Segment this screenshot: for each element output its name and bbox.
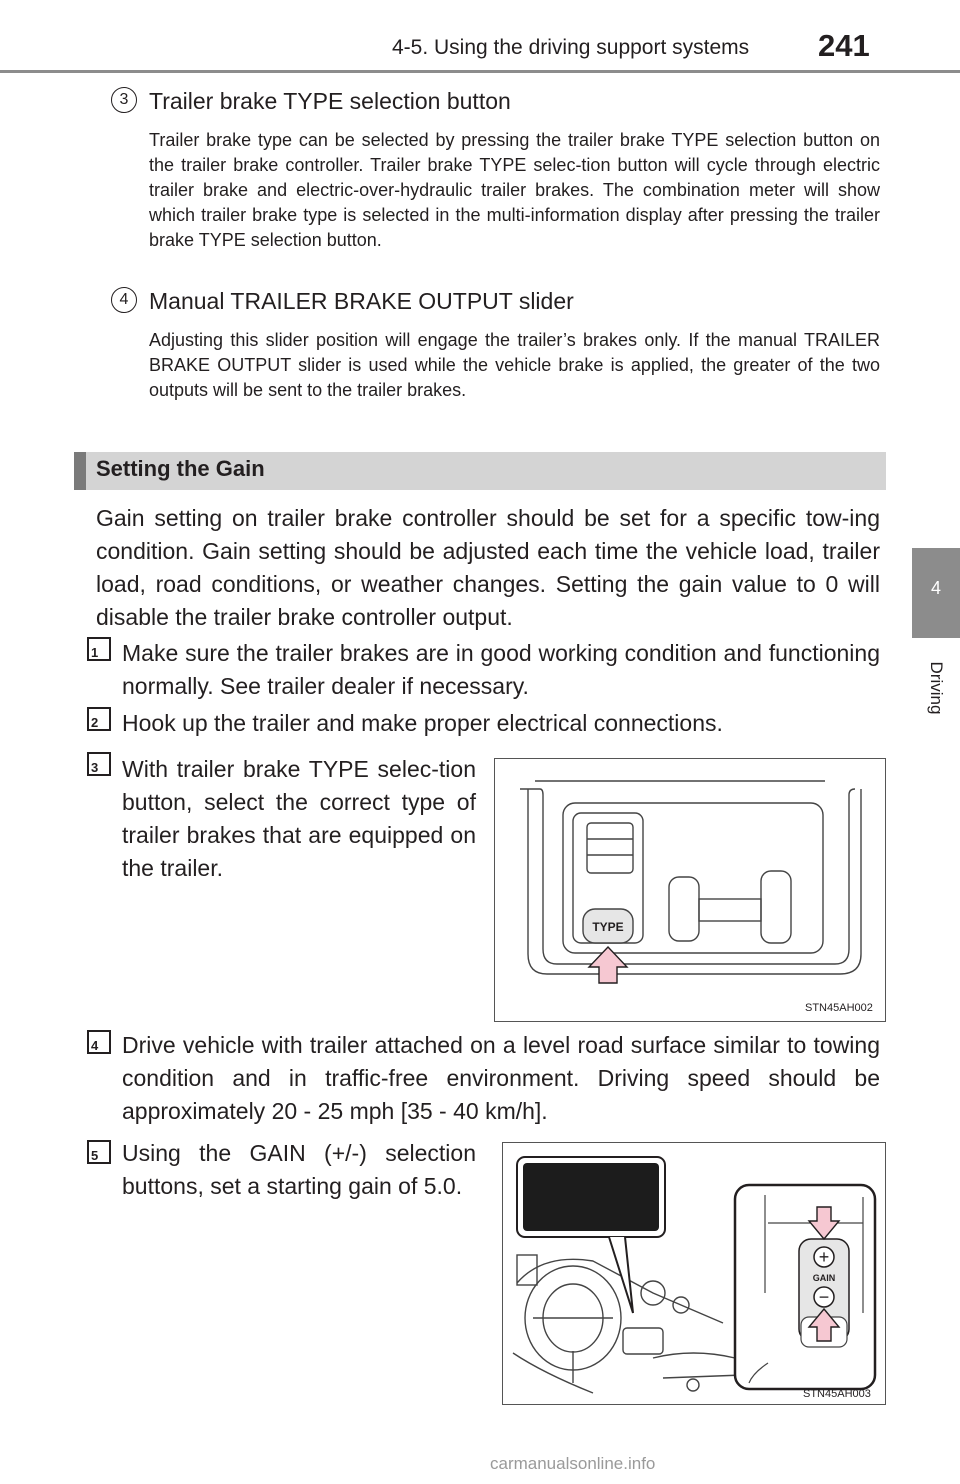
step-text-2: Hook up the trailer and make proper electrical connections.: [122, 710, 723, 736]
type-button-label: TYPE: [592, 920, 624, 934]
gain-plus-label: +: [818, 1247, 830, 1267]
chapter-tab-number: 4: [930, 578, 941, 598]
running-header: 4-5. Using the driving support systems: [392, 36, 750, 59]
item-title-output-slider: Manual TRAILER BRAKE OUTPUT slider: [149, 288, 574, 314]
header-rule: [0, 70, 960, 73]
figure-gain-buttons: [502, 1142, 886, 1405]
gain-label: GAIN: [812, 1273, 836, 1283]
figure-code-1: STN45AH002: [805, 1002, 873, 1014]
gain-minus-label: −: [818, 1287, 830, 1307]
step-text-1: Make sure the trailer brakes are in good working condition and functioning normally. See trailer dealer if necessary.: [122, 640, 880, 699]
step-number-5: 5: [87, 1140, 111, 1164]
item-text-type-button: Trailer brake type can be selected by pressing the trailer brake TYPE selection button on the trailer brake controller. Trailer brake TYPE selec-tion button will cycle through electric trailer brake and electric-over-hydraulic trailer brakes. The combination meter will show which trailer brake type is selected in the multi-information display after pressing the trailer brake TYPE selection button.: [149, 130, 880, 250]
type-button-illustration: [495, 759, 884, 1020]
section-title: Setting the Gain: [96, 456, 265, 481]
step-text-3: With trailer brake TYPE selec-tion button, select the correct type of trailer brakes that are equipped on the trailer.: [122, 756, 476, 881]
step-number-4: 4: [87, 1030, 111, 1054]
section-intro: Gain setting on trailer brake controller should be set for a specific tow-ing condition. Gain setting should be adjusted each time the vehicle load, trailer load, road conditions, or weather changes. Setting the gain value to 0 will disable the trailer brake controller output.: [96, 505, 880, 630]
figure-code-2: STN45AH003: [803, 1388, 871, 1400]
item-text-output-slider: Adjusting this slider position will engage the trailer’s brakes only. If the manual TRAILER BRAKE OUTPUT slider is used while the vehicle brake is applied, the greater of the two outputs will be sent to the trailer brakes.: [149, 330, 880, 400]
item-marker-3: 3: [111, 87, 137, 113]
step-text-5: Using the GAIN (+/-) selection buttons, set a starting gain of 5.0.: [122, 1140, 476, 1199]
step-text-4: Drive vehicle with trailer attached on a level road surface similar to towing condition and in traffic-free environment. Driving speed should be approximately 20 - 25 mph [35 - 40 km/h].: [122, 1032, 880, 1124]
watermark: carmanualsonline.info: [490, 1454, 656, 1473]
step-number-2: 2: [87, 707, 111, 731]
item-marker-4: 4: [111, 287, 137, 313]
step-number-3: 3: [87, 752, 111, 776]
figure-type-button: [494, 758, 886, 1022]
page-number: 241: [818, 28, 870, 63]
item-title-type-button: Trailer brake TYPE selection button: [149, 88, 511, 114]
chapter-tab-label: Driving: [927, 661, 946, 715]
gain-buttons-illustration: [503, 1143, 884, 1403]
step-number-1: 1: [87, 637, 111, 661]
